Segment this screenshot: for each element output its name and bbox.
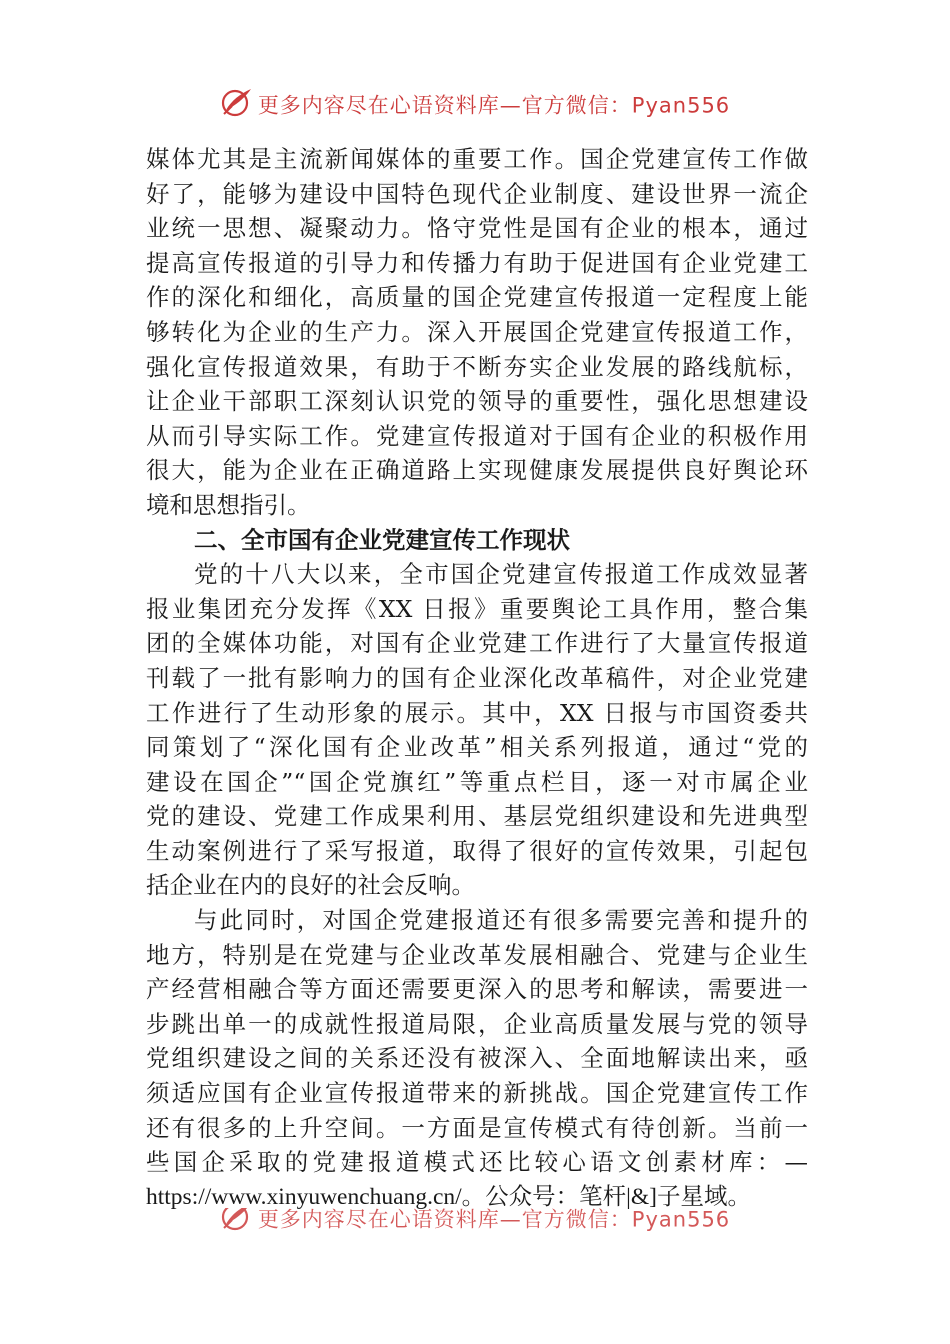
body-line: 从而引导实际工作。党建宣传报道对于国有企业的积极作用 [146, 421, 808, 450]
body-line: 步跳出单一的成就性报道局限，企业高质量发展与党的领导 [146, 1009, 808, 1038]
body-line: 还有很多的上升空间。一方面是宣传模式有待创新。当前一 [146, 1113, 808, 1142]
body-line: 刊载了一批有影响力的国有企业深化改革稿件，对企业党建 [146, 663, 808, 692]
body-line: 党的建设、党建工作成果利用、基层党组织建设和先进典型 [146, 802, 808, 831]
body-line-url: https://www.xinyuwenchuang.cn/。公众号：笔杆|&]子星域。 [146, 1183, 751, 1210]
body-line: 团的全媒体功能，对国有企业党建工作进行了大量宣传报道 [146, 629, 808, 658]
body-line: 工作进行了生动形象的展示。其中，XX 日报与市国资委共 [146, 698, 808, 727]
body-line: 境和思想指引。 [146, 490, 311, 519]
body-line: 很大，能为企业在正确道路上实现健康发展提供良好舆论环 [146, 456, 808, 485]
body-line: 同策划了“深化国有企业改革”相关系列报道，通过“党的 [146, 733, 808, 762]
watermark-text: 更多内容尽在心语资料库—官方微信：Pyan556 [257, 93, 731, 118]
watermark-header [0, 86, 950, 123]
body-line: 生动案例进行了采写报道，取得了很好的宣传效果，引起包 [146, 836, 808, 865]
body-line: 地方，特别是在党建与企业改革发展相融合、党建与企业生 [146, 940, 808, 969]
watermark-text: 更多内容尽在心语资料库—官方微信：Pyan556 [257, 1208, 731, 1232]
body-line: 与此同时，对国企党建报道还有很多需要完善和提升的 [194, 906, 808, 935]
section-heading: 二、全市国有企业党建宣传工作现状 [194, 525, 570, 554]
document-body [146, 142, 808, 1214]
body-line: 媒体尤其是主流新闻媒体的重要工作。国企党建宣传工作做 [146, 145, 808, 173]
body-line: 报业集团充分发挥《XX 日报》重要舆论工具作用，整合集 [146, 594, 808, 623]
body-line: 提高宣传报道的引导力和传播力有助于促进国有企业党建工 [146, 248, 808, 277]
body-line: 够转化为企业的生产力。深入开展国企党建宣传报道工作， [146, 317, 808, 346]
body-line: 强化宣传报道效果，有助于不断夯实企业发展的路线航标， [146, 352, 808, 381]
quill-logo-icon [220, 86, 254, 123]
body-line: 党的十八大以来，全市国企党建宣传报道工作成效显著 [194, 560, 808, 589]
quill-logo-icon [220, 1208, 254, 1236]
body-line: 产经营相融合等方面还需要更深入的思考和解读，需要进一 [146, 975, 808, 1004]
watermark-footer [0, 1208, 950, 1236]
body-line: 好了，能够为建设中国特色现代企业制度、建设世界一流企 [146, 179, 808, 208]
body-line: 让企业干部职工深刻认识党的领导的重要性，强化思想建设 [146, 387, 808, 416]
body-line: 建设在国企”“国企党旗红”等重点栏目，逐一对市属企业 [146, 767, 808, 796]
body-line: 作的深化和细化，高质量的国企党建宣传报道一定程度上能 [146, 283, 808, 312]
body-line: 括企业在内的良好的社会反响。 [146, 871, 475, 900]
body-line: 党组织建设之间的关系还没有被深入、全面地解读出来，亟 [146, 1044, 808, 1073]
body-line: 业统一思想、凝聚动力。恪守党性是国有企业的根本，通过 [146, 214, 808, 243]
body-line: 须适应国有企业宣传报道带来的新挑战。国企党建宣传工作 [146, 1079, 808, 1108]
body-line: 些国企采取的党建报道模式还比较心语文创素材库：— [146, 1148, 808, 1177]
